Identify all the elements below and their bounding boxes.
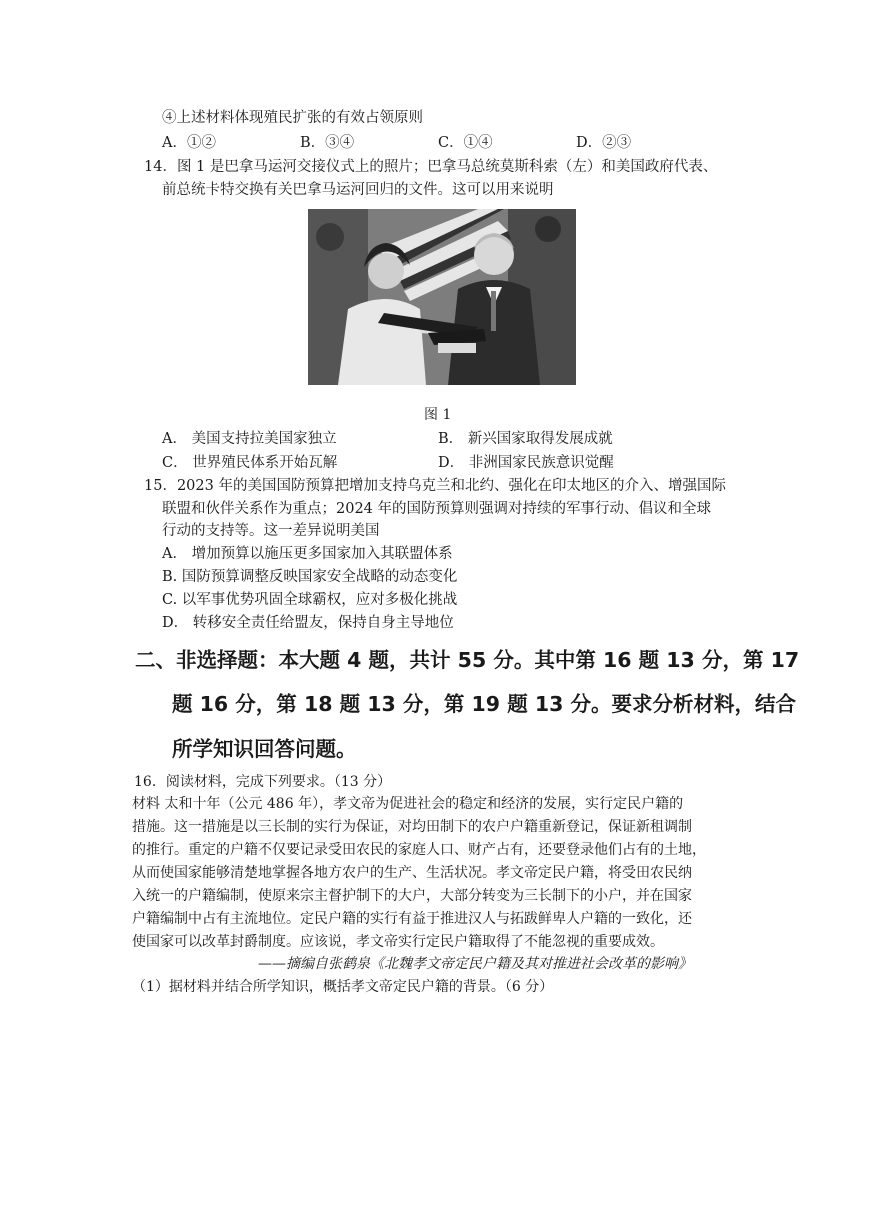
q16-subquestion-1: （1）据材料并结合所学知识，概括孝文帝定民户籍的背景。（6 分） xyxy=(132,979,554,995)
q15-option-b: B. 国防预算调整反映国家安全战略的动态变化 xyxy=(162,569,458,585)
q14-option-b: B． 新兴国家取得发展成就 xyxy=(438,431,613,447)
q14-stem-line1: 14．图 1 是巴拿马运河交接仪式上的照片；巴拿马总统莫斯科索（左）和美国政府代表、 xyxy=(144,159,718,175)
q15-option-d: D． 转移安全责任给盟友，保持自身主导地位 xyxy=(162,615,454,631)
q15-option-a: A． 增加预算以施压更多国家加入其联盟体系 xyxy=(162,546,453,562)
q16-material-line: 户籍编制中占有主流地位。定民户籍的实行有益于推进汉人与拓跋鲜卑人户籍的一致化，还 xyxy=(132,911,692,927)
figure-1-caption: 图 1 xyxy=(424,407,452,423)
q16-source-citation: ——摘编自张鹤泉《北魏孝文帝定民户籍及其对推进社会改革的影响》 xyxy=(258,956,692,972)
q16-material-line: 措施。这一措施是以三长制的实行为保证，对均田制下的农户户籍重新登记，保证新租调制 xyxy=(132,819,692,835)
q16-material-line: 入统一的户籍编制，使原来宗主督护制下的大户，大部分转变为三长制下的小户，并在国家 xyxy=(132,888,692,904)
q13-option-b: B．③④ xyxy=(300,135,355,151)
q14-stem-line2: 前总统卡特交换有关巴拿马运河回归的文件。这可以用来说明 xyxy=(162,182,554,198)
q16-material-line: 材料 太和十年（公元 486 年），孝文帝为促进社会的稳定和经济的发展，实行定民户籍的 xyxy=(132,796,684,812)
q15-option-c: C. 以军事优势巩固全球霸权，应对多极化挑战 xyxy=(162,592,458,608)
section2-heading-line2: 题 16 分，第 18 题 13 分，第 19 题 13 分。要求分析材料，结合 xyxy=(172,692,797,716)
q13-statement: ④上述材料体现殖民扩张的有效占领原则 xyxy=(162,110,423,126)
q16-material-line: 使国家可以改革封爵制度。应该说，孝文帝实行定民户籍取得了不能忽视的重要成效。 xyxy=(132,934,664,950)
q14-option-a: A． 美国支持拉美国家独立 xyxy=(162,431,337,447)
section2-heading-line3: 所学知识回答问题。 xyxy=(172,737,357,761)
q14-option-c: C． 世界殖民体系开始瓦解 xyxy=(162,455,338,471)
q14-option-d: D． 非洲国家民族意识觉醒 xyxy=(438,455,614,471)
section2-heading-line1: 二、非选择题：本大题 4 题，共计 55 分。其中第 16 题 13 分，第 17 xyxy=(135,648,800,672)
q16-stem: 16．阅读材料，完成下列要求。（13 分） xyxy=(134,774,392,790)
q13-option-c: C．①④ xyxy=(438,135,493,151)
q13-option-a: A．①② xyxy=(162,135,216,151)
q13-option-d: D．②③ xyxy=(576,135,632,151)
figure-1-photo xyxy=(308,209,576,385)
handover-ceremony-photo xyxy=(308,209,576,385)
q15-stem-line2: 联盟和伙伴关系作为重点；2024 年的国防预算则强调对持续的军事行动、倡议和全球 xyxy=(162,501,712,517)
q16-material-line: 从而使国家能够清楚地掌握各地方农户的生产、生活状况。孝文帝定民户籍，将受田农民纳 xyxy=(132,865,692,881)
q16-material-line: 的推行。重定的户籍不仅要记录受田农民的家庭人口、财产占有，还要登录他们占有的土地， xyxy=(132,842,706,858)
q15-stem-line1: 15．2023 年的美国国防预算把增加支持乌克兰和北约、强化在印太地区的介入、增强国际 xyxy=(144,478,726,494)
q15-stem-line3: 行动的支持等。这一差异说明美国 xyxy=(162,523,380,539)
